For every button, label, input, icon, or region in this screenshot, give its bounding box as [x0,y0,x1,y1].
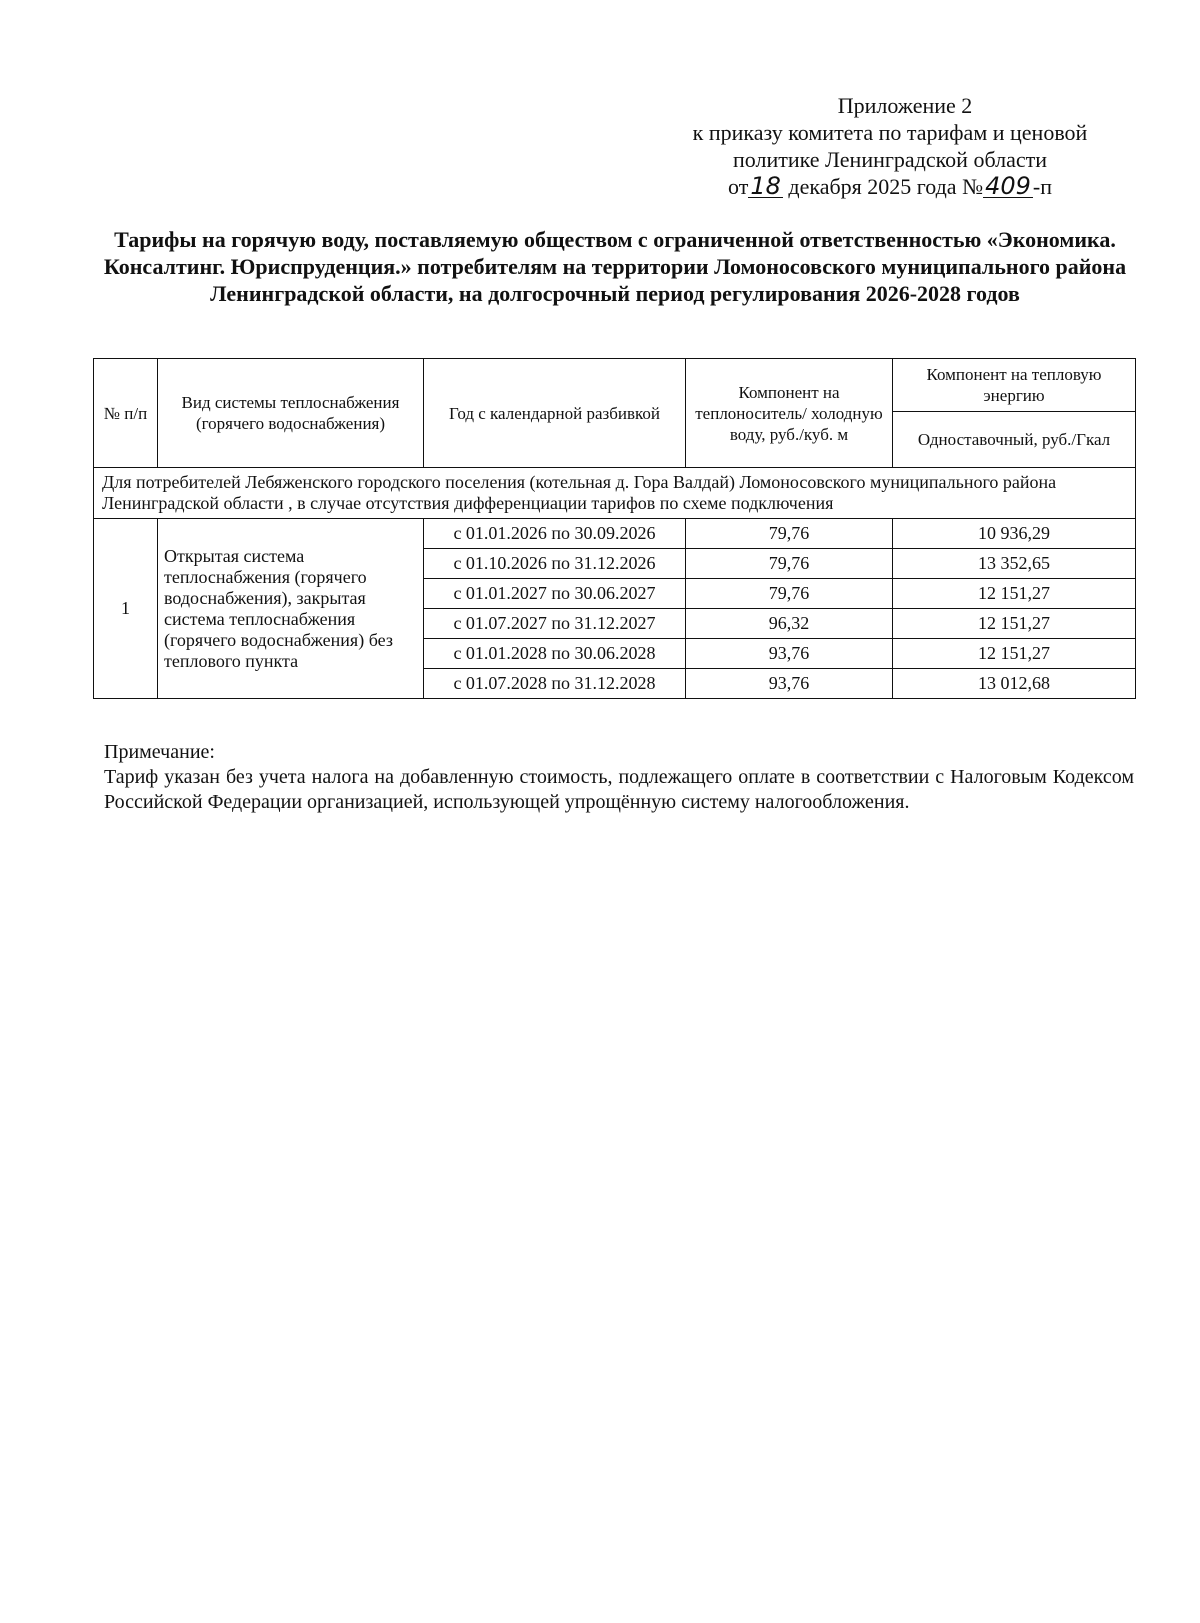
handwritten-day: 18 [750,172,781,200]
note-block [104,740,1134,815]
note-text: Тариф указан без учета налога на добавленную стоимость, подлежащего оплате в соответствии с Налоговым Кодексом Российской Федерации организацией, использующей упрощённую систему налогообложения. [104,766,1134,813]
coolant-cell: 93,76 [686,639,893,669]
coolant-cell: 96,32 [686,609,893,639]
header-coolant: Компонент на теплоноситель/ холодную воду, руб./куб. м [686,359,893,468]
appendix-header [640,92,1140,200]
coolant-cell: 79,76 [686,549,893,579]
table-header-row [94,359,1136,412]
note-label: Примечание: [104,741,215,763]
header-system-type: Вид системы теплоснабжения (горячего водоснабжения) [158,359,424,468]
header-thermal-single-rate: Одноставочный, руб./Гкал [893,412,1136,468]
row-number: 1 [94,519,158,699]
table-row [94,519,1136,549]
date-prefix: от [728,174,749,199]
committee-name-line: политике Ленинградской области [732,147,1047,172]
appendix-label: Приложение 2 [837,93,973,118]
period-cell: с 01.01.2028 по 30.06.2028 [424,639,686,669]
date-middle: декабря 2025 года № [788,174,984,199]
coolant-cell: 79,76 [686,579,893,609]
thermal-cell: 12 151,27 [893,579,1136,609]
document-title: Тарифы на горячую воду, поставляемую обществом с ограниченной ответственностью «Экономика. Консалтинг. Юриспруденция.» потребителям на территории Ломоносовского муниципального района Ленинградской области, на долгосрочный период регулирования 2026-2028 годов [103,227,1127,306]
group-label: Для потребителей Лебяженского городского поселения (котельная д. Гора Валдай) Ломоносовского муниципального района Ленинградской области , в случае отсутствия дифференциации тарифов по схеме подключения [94,468,1136,519]
header-period: Год с календарной разбивкой [424,359,686,468]
thermal-cell: 13 012,68 [893,669,1136,699]
system-description: Открытая система теплоснабжения (горячего водоснабжения), закрытая система теплоснабжения (горячего водоснабжения) без теплового пункта [158,519,424,699]
coolant-cell: 79,76 [686,519,893,549]
order-date-line [640,173,1140,200]
tariff-table [93,358,1136,699]
header-num: № п/п [94,359,158,468]
period-cell: с 01.10.2026 по 31.12.2026 [424,549,686,579]
thermal-cell: 12 151,27 [893,639,1136,669]
header-thermal: Компонент на тепловую энергию [893,359,1136,412]
order-reference-line: к приказу комитета по тарифам и ценовой [692,120,1088,145]
thermal-cell: 12 151,27 [893,609,1136,639]
period-cell: с 01.07.2028 по 31.12.2028 [424,669,686,699]
period-cell: с 01.07.2027 по 31.12.2027 [424,609,686,639]
handwritten-order-number: 409 [985,172,1031,200]
period-cell: с 01.01.2026 по 30.09.2026 [424,519,686,549]
thermal-cell: 13 352,65 [893,549,1136,579]
number-suffix: -п [1032,174,1052,199]
coolant-cell: 93,76 [686,669,893,699]
period-cell: с 01.01.2027 по 30.06.2027 [424,579,686,609]
group-row [94,468,1136,519]
thermal-cell: 10 936,29 [893,519,1136,549]
